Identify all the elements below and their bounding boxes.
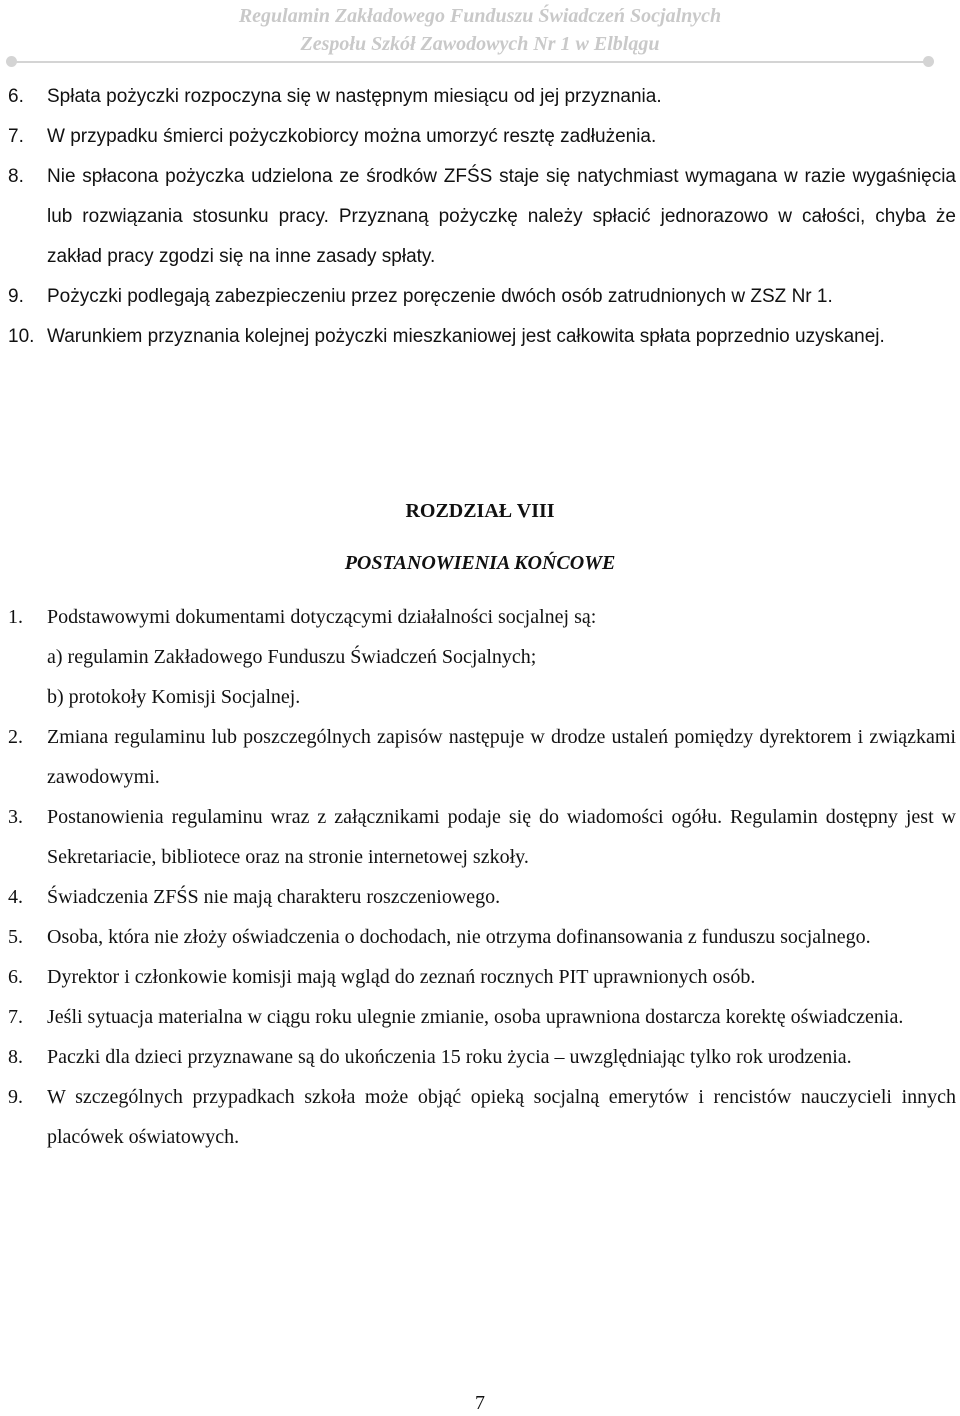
item-number: 4. (8, 886, 23, 908)
item-text: Podstawowymi dokumentami dotyczącymi działalności socjalnej są: (47, 606, 597, 628)
item-text: Postanowienia regulaminu wraz z załącznikami podaje się do wiadomości ogółu. Regulamin dostępny jest w Sekretariacie, bibliotece oraz na stronie internetowej szkoły. (47, 806, 956, 868)
item-text: Pożyczki podlegają zabezpieczeniu przez poręczenie dwóch osób zatrudnionych w ZSZ Nr 1. (47, 286, 833, 307)
list-item (0, 877, 960, 917)
item-number: 2. (8, 726, 23, 748)
item-number: 9. (8, 1086, 23, 1108)
item-text: Dyrektor i członkowie komisji mają wgląd do zeznań rocznych PIT uprawnionych osób. (47, 966, 756, 988)
item-number: 5. (8, 926, 23, 948)
list-item (0, 77, 960, 117)
final-provisions-list (0, 597, 960, 1157)
item-text: W szczególnych przypadkach szkoła może objąć opieką socjalną emerytów i rencistów nauczycieli innych placówek oświatowych. (47, 1086, 956, 1148)
list-item (0, 797, 960, 877)
item-number: 7. (8, 126, 24, 147)
item-text: Paczki dla dzieci przyznawane są do ukończenia 15 roku życia – uwzględniając tylko rok urodzenia. (47, 1046, 852, 1068)
list-item (0, 317, 960, 357)
list-item (0, 157, 960, 277)
item-number: 3. (8, 806, 23, 828)
item-number: 7. (8, 1006, 23, 1028)
page-number: 7 (475, 1392, 485, 1414)
chapter-title: ROZDZIAŁ VIII (405, 500, 555, 522)
item-number: 8. (8, 166, 24, 187)
item-number: 9. (8, 286, 24, 307)
list-item (0, 957, 960, 997)
item-number: 6. (8, 966, 23, 988)
list-item (0, 917, 960, 957)
loan-rules-list (0, 77, 960, 357)
document-header (0, 2, 960, 58)
list-item (0, 1077, 960, 1157)
list-item (0, 277, 960, 317)
item-number: 1. (8, 606, 23, 628)
item-text: Zmiana regulaminu lub poszczególnych zapisów następuje w drodze ustaleń pomiędzy dyrektorem i związkami zawodowymi. (47, 726, 956, 788)
list-item (0, 717, 960, 797)
item-text: Spłata pożyczki rozpoczyna się w następnym miesiącu od jej przyznania. (47, 86, 662, 107)
header-rule (12, 61, 930, 63)
item-text: Warunkiem przyznania kolejnej pożyczki mieszkaniowej jest całkowita spłata poprzednio uzyskanej. (47, 326, 885, 347)
sub-item-a: a) regulamin Zakładowego Funduszu Świadczeń Socjalnych; (47, 646, 537, 668)
list-item (0, 997, 960, 1037)
header-line-2: Zespołu Szkół Zawodowych Nr 1 w Elblągu (300, 33, 660, 55)
header-line-1: Regulamin Zakładowego Funduszu Świadczeń Socjalnych (238, 5, 722, 27)
item-number: 6. (8, 86, 24, 107)
item-text: Nie spłacona pożyczka udzielona ze środków ZFŚS staje się natychmiast wymagana w razie wygaśnięcia lub rozwiązania stosunku pracy. Przyznaną pożyczkę należy spłacić jednorazowo w całości, chyba że zakład pracy zgodzi się na inne zasady spłaty. (47, 166, 956, 267)
list-item (0, 597, 960, 717)
list-item (0, 1037, 960, 1077)
sub-item-b: b) protokoły Komisji Socjalnej. (47, 686, 301, 708)
header-rule-right-dot (923, 56, 934, 67)
item-text: Świadczenia ZFŚS nie mają charakteru roszczeniowego. (47, 886, 501, 908)
list-item (0, 117, 960, 157)
item-number: 10. (8, 326, 35, 347)
item-number: 8. (8, 1046, 23, 1068)
item-text: Osoba, która nie złoży oświadczenia o dochodach, nie otrzyma dofinansowania z funduszu socjalnego. (47, 926, 871, 948)
item-text: Jeśli sytuacja materialna w ciągu roku ulegnie zmianie, osoba uprawniona dostarcza korektę oświadczenia. (47, 1006, 904, 1028)
chapter-subtitle: POSTANOWIENIA KOŃCOWE (344, 552, 616, 574)
item-text: W przypadku śmierci pożyczkobiorcy można umorzyć resztę zadłużenia. (47, 126, 657, 147)
